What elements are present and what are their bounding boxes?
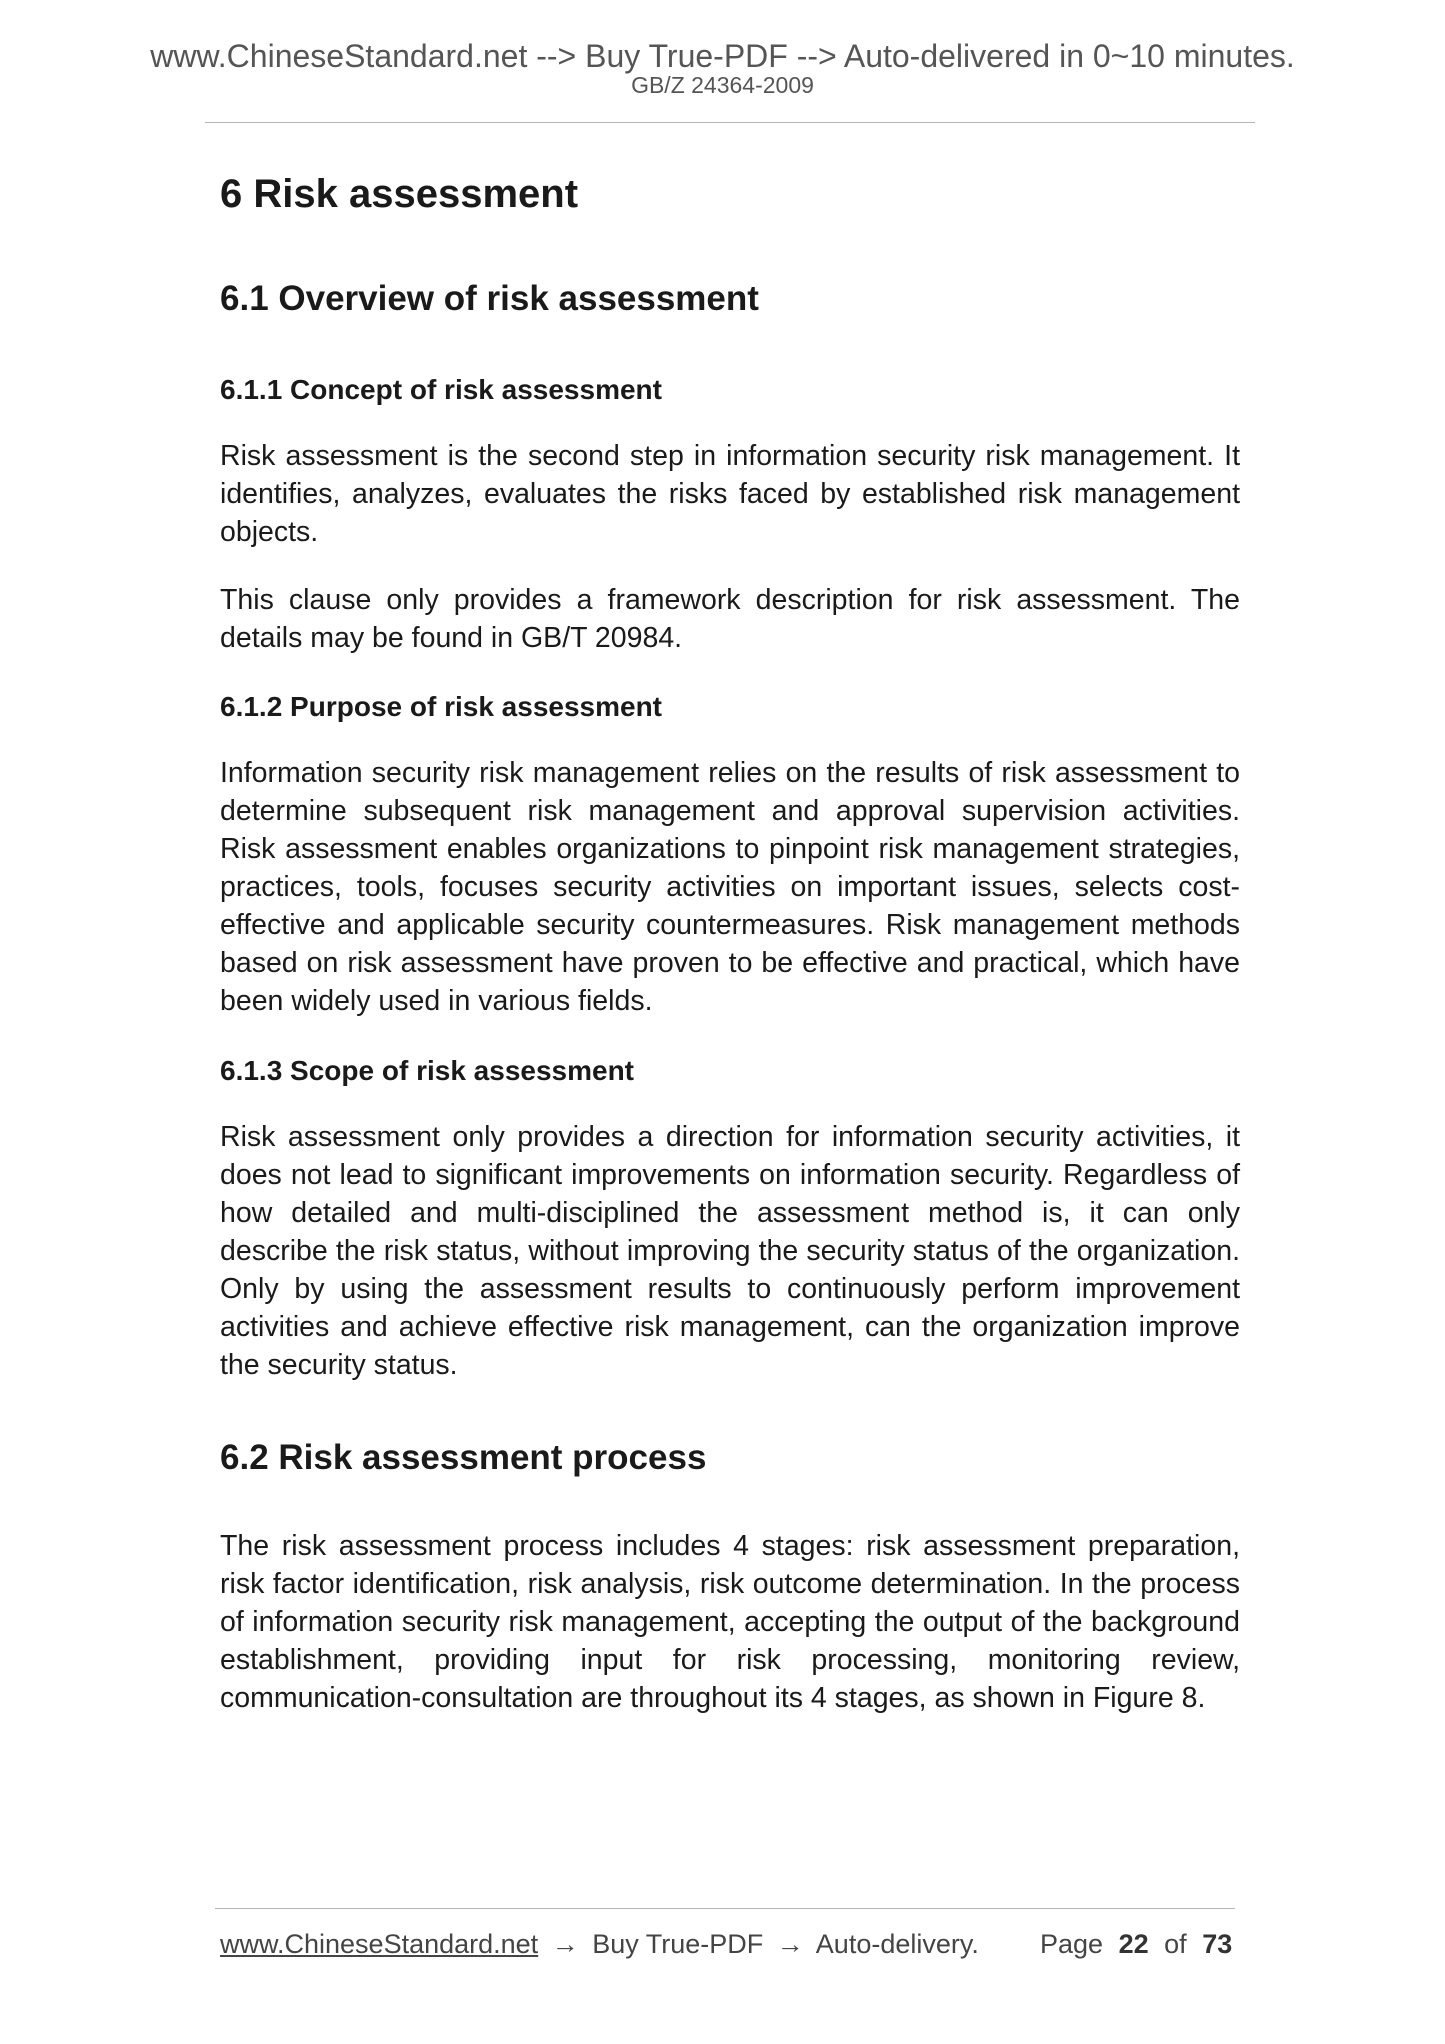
- of-label: of: [1164, 1929, 1187, 1959]
- section-6-1-3-paragraph-1: Risk assessment only provides a direction for information security activities, it does not lead to significant improvements on information security. Regardless of how detailed and multi-disciplined the assessment method is, it can only describe the risk status, without improving the security status of the organization. Only by using the assessment results to continuously perform improvement activities and achieve effective risk management, can the organization improve the security status.: [220, 1121, 1240, 1381]
- footer-site-link[interactable]: www.ChineseStandard.net: [220, 1929, 539, 1959]
- total-pages: 73: [1202, 1929, 1233, 1959]
- footer-delivery-text: Auto-delivery.: [815, 1929, 979, 1959]
- section-6-2-heading: 6.2 Risk assessment process: [220, 1438, 707, 1477]
- standard-code: GB/Z 24364-2009: [631, 72, 814, 98]
- footer-buy-text: Buy True-PDF: [592, 1929, 764, 1959]
- section-6-2-paragraph-1: The risk assessment process includes 4 stages: risk assessment preparation, risk factor identification, risk analysis, risk outcome determination. In the process of information security risk management, accepting the output of the background establishment, providing input for risk processing, monitoring review, communication-consultation are throughout its 4 stages, as shown in Figure 8.: [220, 1530, 1240, 1714]
- section-6-1-2-heading: 6.1.2 Purpose of risk assessment: [220, 691, 662, 722]
- section-6-1-1-paragraph-2: This clause only provides a framework description for risk assessment. The details may be found in GB/T 20984.: [220, 584, 1240, 654]
- footer-promo: [220, 1928, 979, 1960]
- top-banner: www.ChineseStandard.net --> Buy True-PDF --> Auto-delivered in 0~10 minutes.: [150, 38, 1295, 74]
- right-arrow-icon: →: [551, 1929, 579, 1959]
- footer-divider: [215, 1908, 1235, 1909]
- page-number: 22: [1118, 1929, 1149, 1959]
- section-6-heading: 6 Risk assessment: [220, 172, 579, 216]
- header-divider: [205, 122, 1255, 123]
- page-label: Page: [1040, 1929, 1104, 1959]
- page-indicator: [1040, 1928, 1240, 1960]
- section-6-1-1-paragraph-1: Risk assessment is the second step in information security risk management. It identifies, analyzes, evaluates the risks faced by established risk management objects.: [220, 440, 1240, 548]
- section-6-1-3-heading: 6.1.3 Scope of risk assessment: [220, 1055, 634, 1086]
- right-arrow-icon: →: [776, 1929, 804, 1959]
- section-6-1-2-paragraph-1: Information security risk management relies on the results of risk assessment to determine subsequent risk management and approval supervision activities. Risk assessment enables organizations to pinpoint risk management strategies, practices, tools, focuses security activities on important issues, selects cost-effective and applicable security countermeasures. Risk management methods based on risk assessment have proven to be effective and practical, which have been widely used in various fields.: [220, 757, 1240, 1017]
- section-6-1-heading: 6.1 Overview of risk assessment: [220, 279, 759, 318]
- section-6-1-1-heading: 6.1.1 Concept of risk assessment: [220, 374, 662, 405]
